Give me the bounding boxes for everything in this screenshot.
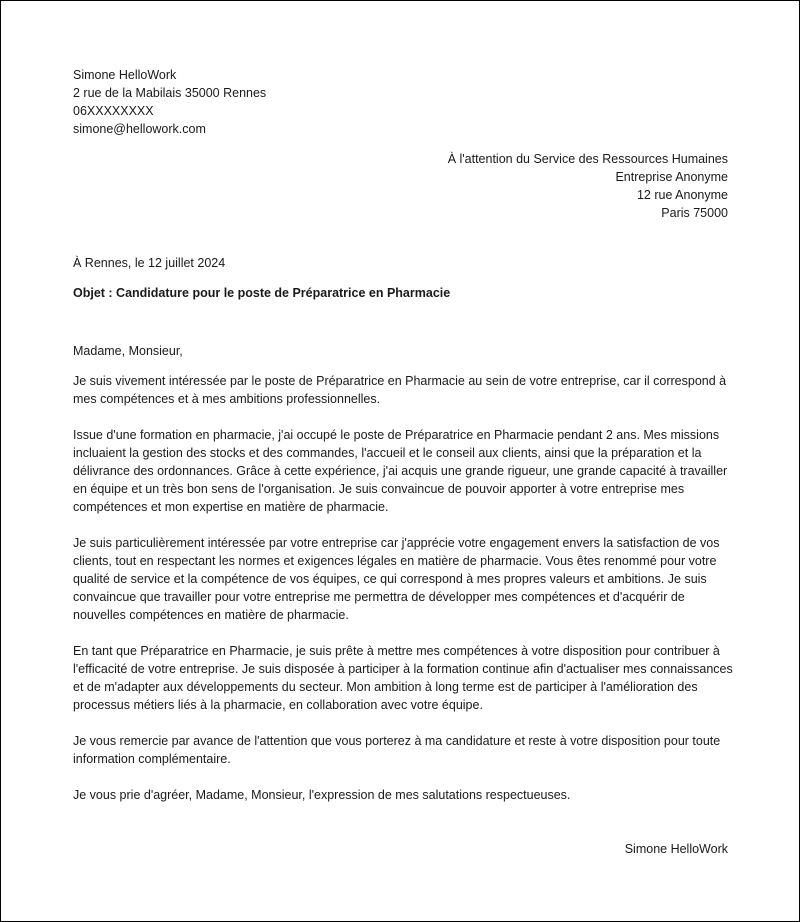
letter-subject: Objet : Candidature pour le poste de Préparatrice en Pharmacie <box>73 286 451 300</box>
signature: Simone HelloWork <box>624 842 728 856</box>
closing-paragraph: Je vous prie d'agréer, Madame, Monsieur, l'expression de mes salutations respectueuses. <box>73 788 571 802</box>
sender-phone: 06XXXXXXXX <box>73 104 154 118</box>
sender-block <box>73 66 266 138</box>
body-paragraph: Je suis particulièrement intéressée par votre entreprise car j'apprécie votre engagement envers la satisfaction de vos clients, tout en respectant les normes et exigences légales en matière de pharmacie. Vous êtes renommé pour votre qualité de service et la compétence de vos équipes, ce qui correspond à mes propres valeurs et ambitions. Je suis convaincue que travailler pour votre entreprise me permettra de développer mes compétences et d'acquérir de nouvelles compétences en matière de pharmacie. <box>73 536 720 622</box>
recipient-street: 12 rue Anonyme <box>636 188 728 202</box>
body-paragraph: Je suis vivement intéressée par le poste de Préparatrice en Pharmacie au sein de votre entreprise, car il correspond à mes compétences et à mes ambitions professionnelles. <box>73 374 727 406</box>
sender-name: Simone HelloWork <box>73 68 177 82</box>
recipient-company: Entreprise Anonyme <box>615 170 728 184</box>
sender-email: simone@hellowork.com <box>73 122 206 136</box>
body-paragraph: En tant que Préparatrice en Pharmacie, je suis prête à mettre mes compétences à votre disposition pour contribuer à l'efficacité de votre entreprise. Je suis disposée à participer à la formation continue afin d'actualiser mes connaissances et de m'adapter aux développements du secteur. Mon ambition à long terme est de participer à l'amélioration des processus métiers liés à la pharmacie, en collaboration avec votre équipe. <box>73 644 733 712</box>
recipient-city: Paris 75000 <box>661 206 728 220</box>
recipient-attention: À l'attention du Service des Ressources Humaines <box>447 152 728 166</box>
greeting: Madame, Monsieur, <box>73 344 183 358</box>
body-paragraph: Je vous remercie par avance de l'attention que vous porterez à ma candidature et reste à votre disposition pour toute information complémentaire. <box>73 734 721 766</box>
recipient-block <box>448 150 728 222</box>
place-and-date: À Rennes, le 12 juillet 2024 <box>73 256 226 270</box>
sender-address: 2 rue de la Mabilais 35000 Rennes <box>73 86 267 100</box>
letter-body <box>73 342 733 822</box>
body-paragraph: Issue d'une formation en pharmacie, j'ai occupé le poste de Préparatrice en Pharmacie pendant 2 ans. Mes missions incluaient la gestion des stocks et des commandes, l'accueil et le conseil aux clients, ainsi que la préparation et la délivrance des ordonnances. Grâce à cette expérience, j'ai acquis une grande rigueur, une grande capacité à travailler en équipe et un très bon sens de l'organisation. Je suis convaincue de pouvoir apporter à votre entreprise mes compétences et mon expertise en matière de pharmacie. <box>73 428 728 514</box>
